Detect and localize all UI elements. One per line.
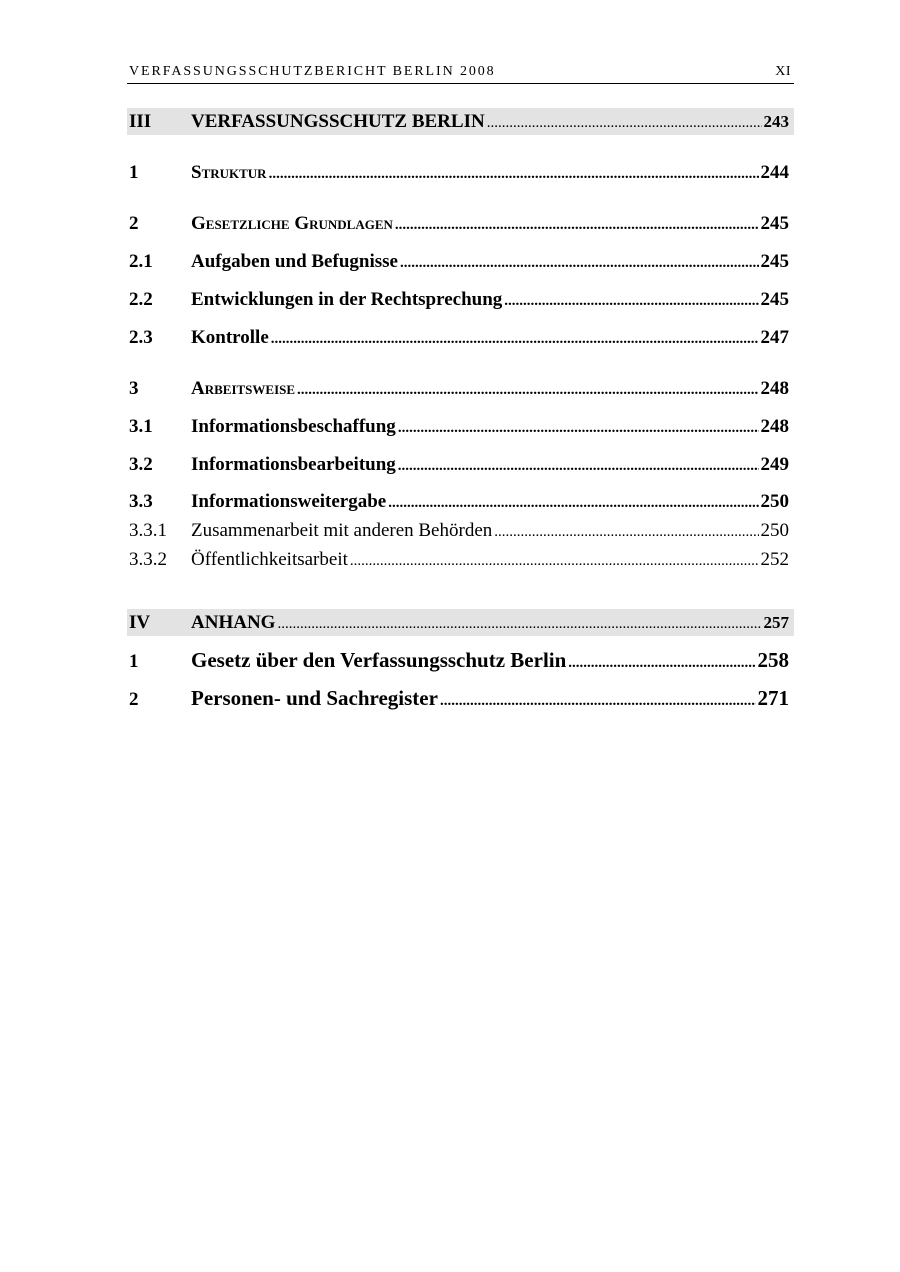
toc-entry-number: 2 bbox=[129, 689, 139, 710]
toc-entry-title: Zusammenarbeit mit anderen Behörden bbox=[191, 520, 493, 541]
toc-entry-page: 248 bbox=[760, 416, 789, 437]
toc-entry-title: ANHANG bbox=[191, 612, 276, 633]
toc-entry-page: 243 bbox=[763, 112, 789, 131]
toc-entry-number: 3.2 bbox=[129, 454, 153, 475]
toc-leader-dots bbox=[487, 110, 762, 137]
toc-entry-page: 247 bbox=[760, 327, 789, 348]
toc-entry-title: Informationsbearbeitung bbox=[191, 454, 396, 475]
toc-entry-title: Aufgaben und Befugnisse bbox=[191, 251, 398, 272]
toc-chapter-3[interactable] bbox=[127, 378, 794, 400]
toc-leader-dots bbox=[568, 655, 755, 672]
toc-leader-dots bbox=[388, 495, 758, 512]
toc-part-iii[interactable] bbox=[127, 108, 794, 135]
toc-entry-page: 271 bbox=[757, 686, 789, 710]
toc-entry-title: Personen- und Sachregister bbox=[191, 686, 438, 710]
toc-entry-page: 245 bbox=[760, 251, 789, 272]
toc-entry-title: Informationsweitergabe bbox=[191, 491, 387, 512]
toc-leader-dots bbox=[398, 420, 759, 437]
running-header-title: VERFASSUNGSSCHUTZBERICHT BERLIN 2008 bbox=[129, 64, 496, 79]
toc-entry-number: 3.3.1 bbox=[129, 520, 167, 541]
toc-entry-page: 249 bbox=[760, 454, 789, 475]
toc-entry-title: Entwicklungen in der Rechtsprechung bbox=[191, 289, 503, 310]
toc-part-iv[interactable] bbox=[127, 609, 794, 636]
toc-entry-title: Informationsbeschaffung bbox=[191, 416, 396, 437]
toc-section-2-1[interactable] bbox=[127, 251, 794, 273]
toc-entry-title: Arbeitsweise bbox=[191, 378, 296, 399]
toc-entry-title: Gesetz über den Verfassungsschutz Berlin bbox=[191, 648, 567, 672]
toc-leader-dots bbox=[269, 166, 759, 183]
toc-entry-page: 244 bbox=[760, 162, 789, 183]
toc-annex-2[interactable] bbox=[127, 686, 794, 711]
toc-leader-dots bbox=[297, 382, 758, 399]
toc-entry-number: 3.1 bbox=[129, 416, 153, 437]
toc-annex-1[interactable] bbox=[127, 648, 794, 673]
toc-section-3-3[interactable] bbox=[127, 491, 794, 513]
toc-subsection-3-3-2[interactable] bbox=[127, 549, 794, 571]
toc-entry-page: 248 bbox=[760, 378, 789, 399]
toc-entry-number: 2.1 bbox=[129, 251, 153, 272]
toc-entry-page: 257 bbox=[763, 613, 789, 632]
toc-entry-number: III bbox=[129, 111, 152, 132]
toc-entry-title: Kontrolle bbox=[191, 327, 269, 348]
toc-chapter-1[interactable] bbox=[127, 162, 794, 184]
toc-entry-title: Gesetzliche Grundlagen bbox=[191, 213, 393, 234]
toc-leader-dots bbox=[400, 255, 759, 272]
toc-leader-dots bbox=[398, 458, 759, 475]
toc-entry-number: 3.3.2 bbox=[129, 549, 167, 570]
toc-entry-page: 250 bbox=[760, 491, 789, 512]
toc-leader-dots bbox=[271, 331, 759, 348]
toc-entry-number: 3 bbox=[129, 378, 139, 399]
toc-entry-page: 258 bbox=[757, 648, 789, 672]
toc-leader-dots bbox=[395, 217, 759, 234]
toc-entry-number: 2 bbox=[129, 213, 139, 234]
page-number: XI bbox=[775, 64, 791, 79]
toc-leader-dots bbox=[494, 524, 758, 541]
toc-section-3-2[interactable] bbox=[127, 454, 794, 476]
toc-entry-number: 2.3 bbox=[129, 327, 153, 348]
toc-entry-number: IV bbox=[129, 612, 151, 633]
toc-entry-page: 252 bbox=[760, 549, 789, 570]
toc-entry-page: 250 bbox=[760, 520, 789, 541]
toc-entry-page: 245 bbox=[760, 289, 789, 310]
toc-entry-title: Öffentlichkeitsarbeit bbox=[191, 549, 348, 570]
toc-subsection-3-3-1[interactable] bbox=[127, 520, 794, 542]
toc-section-2-3[interactable] bbox=[127, 327, 794, 349]
toc-entry-page: 245 bbox=[760, 213, 789, 234]
toc-entry-title: VERFASSUNGSSCHUTZ BERLIN bbox=[191, 111, 485, 132]
toc-entry-title: Struktur bbox=[191, 162, 267, 183]
toc-leader-dots bbox=[277, 611, 761, 638]
toc-leader-dots bbox=[504, 293, 758, 310]
toc-leader-dots bbox=[350, 553, 759, 570]
toc-entry-number: 1 bbox=[129, 162, 139, 183]
running-header bbox=[127, 62, 794, 84]
toc-section-2-2[interactable] bbox=[127, 289, 794, 311]
toc-entry-number: 1 bbox=[129, 651, 139, 672]
toc-entry-number: 2.2 bbox=[129, 289, 153, 310]
toc-entry-number: 3.3 bbox=[129, 491, 153, 512]
toc-chapter-2[interactable] bbox=[127, 213, 794, 235]
toc-leader-dots bbox=[440, 693, 756, 710]
toc-section-3-1[interactable] bbox=[127, 416, 794, 438]
